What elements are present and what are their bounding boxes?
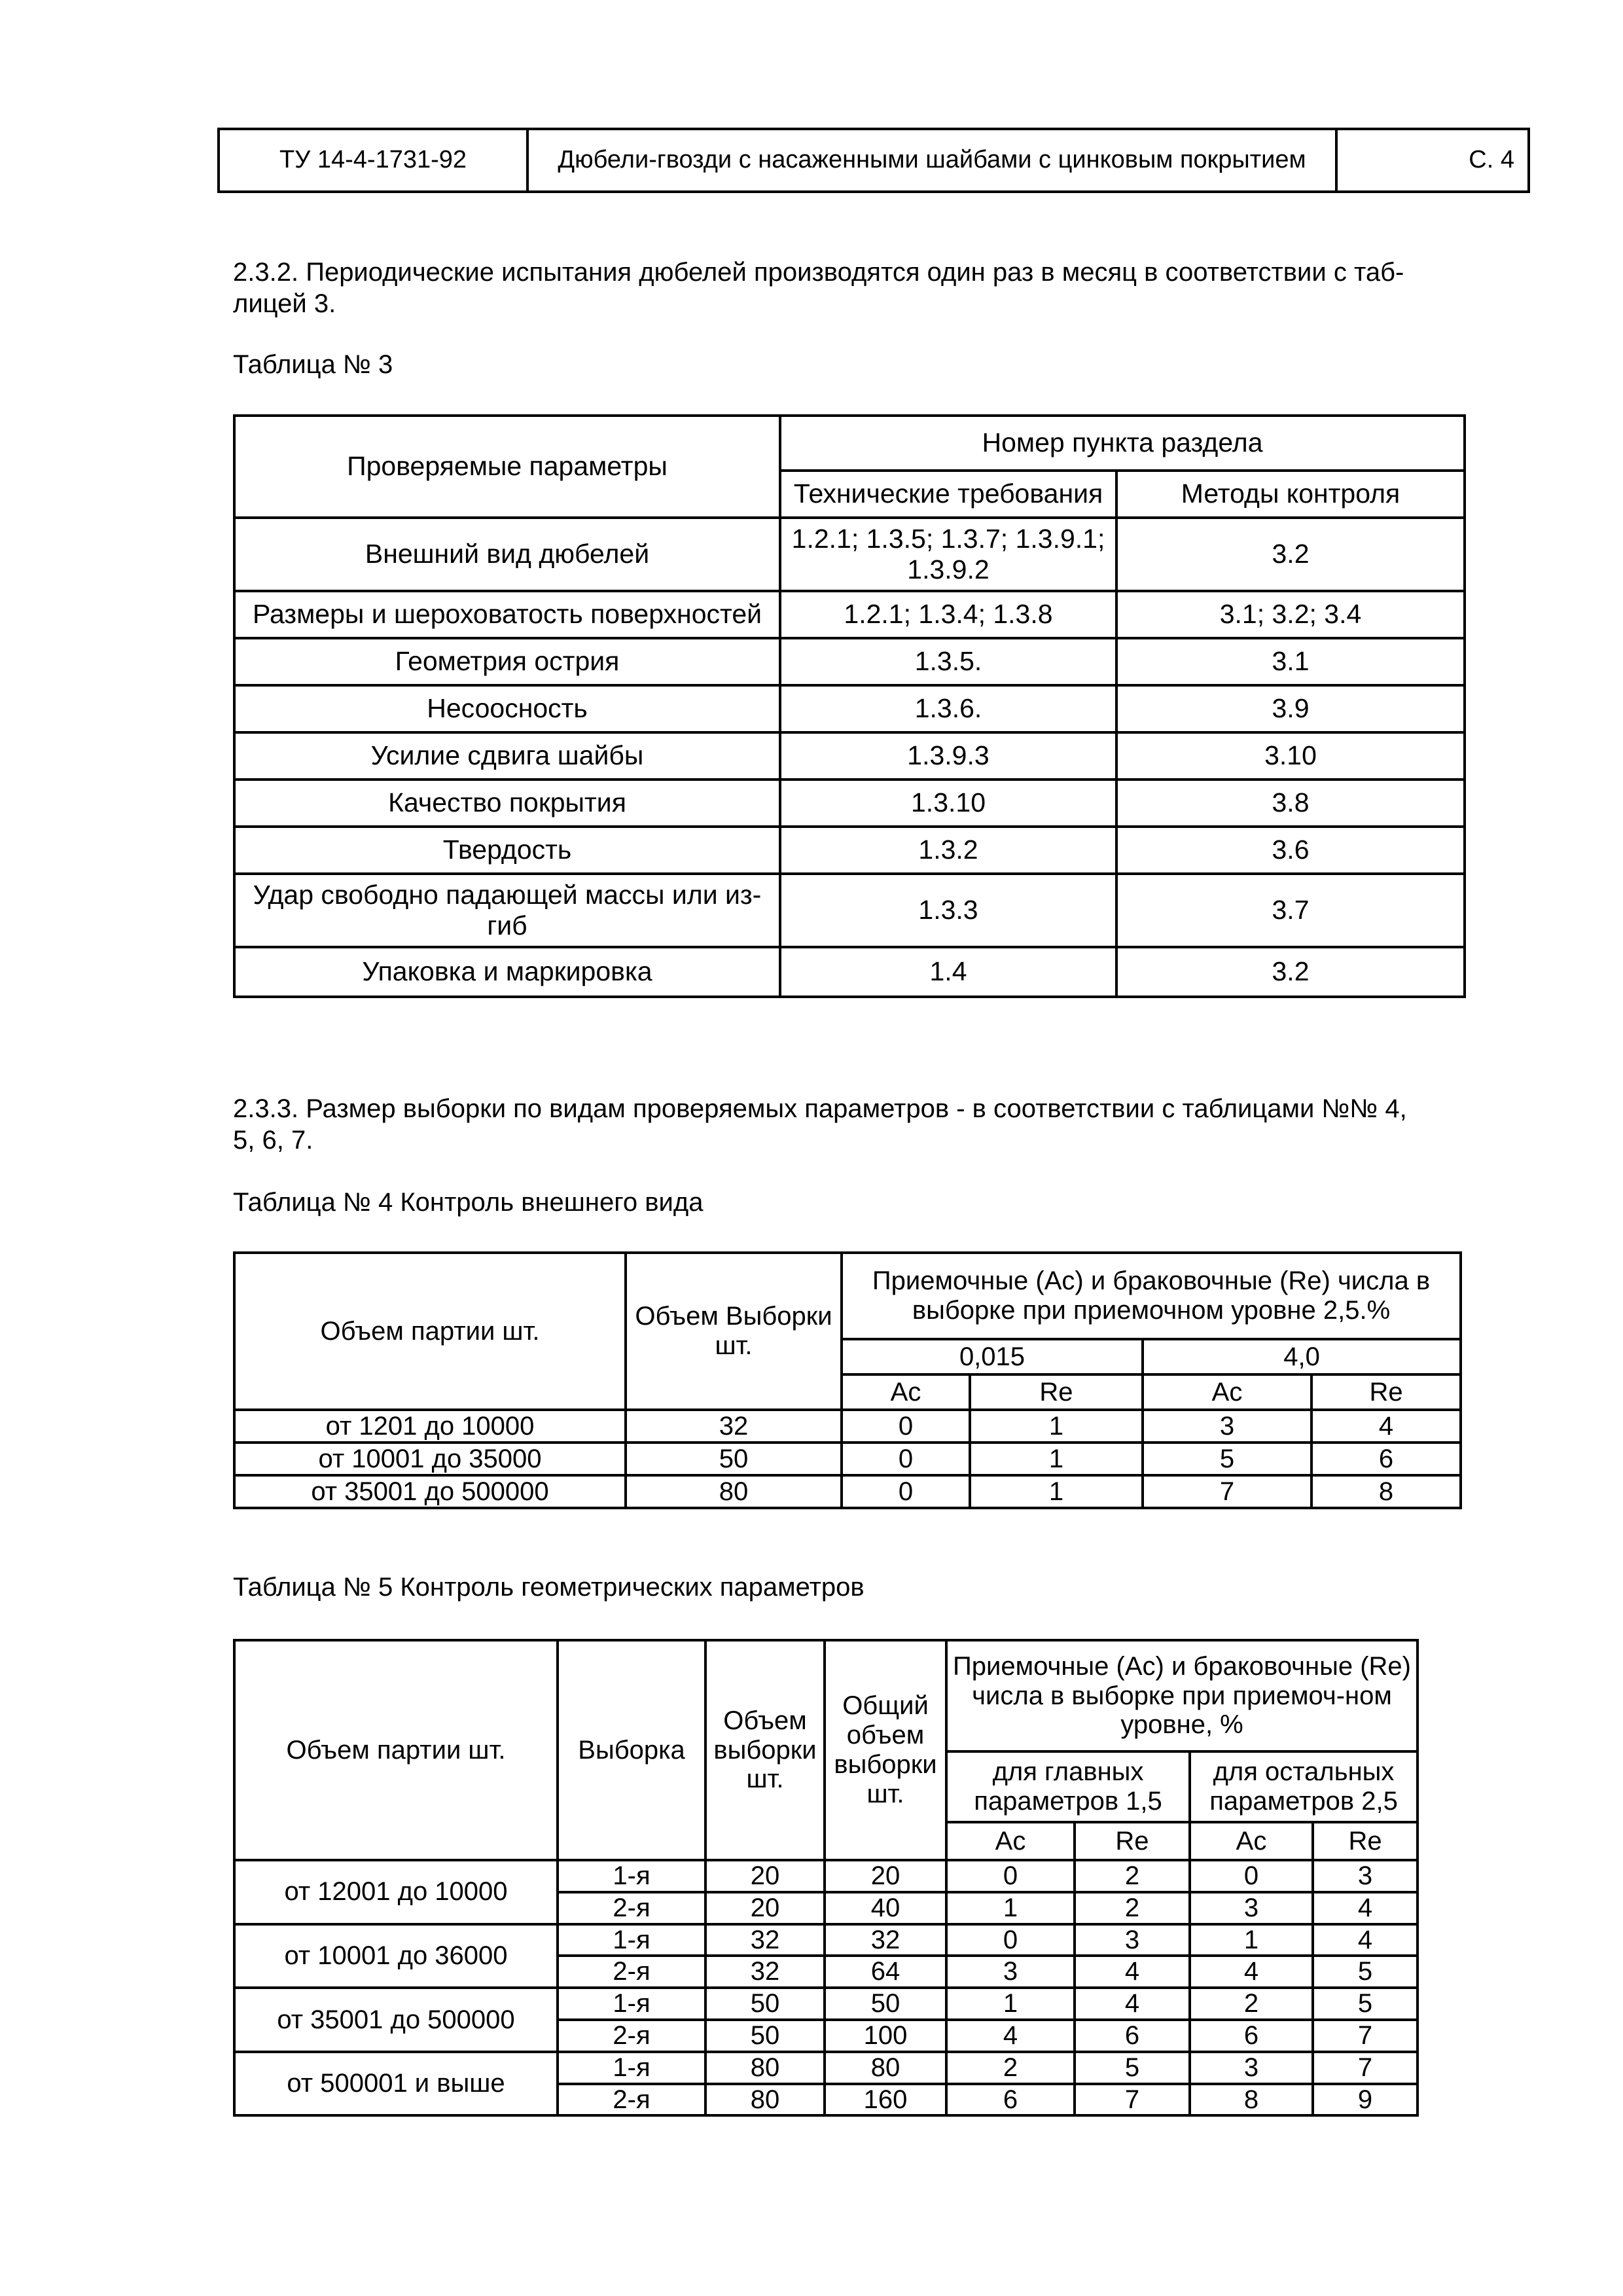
t3-header-group: Номер пункта раздела: [780, 416, 1465, 471]
doc-code: ТУ 14-4-1731-92: [219, 129, 527, 192]
table-row: Внешний вид дюбелей 1.2.1; 1.3.5; 1.3.7; 1.3.9.1; 1.3.9.2 3.2: [234, 518, 1465, 591]
table-row: от 35001 до 500000 80 0 1 7 8: [234, 1475, 1461, 1508]
table-row: 2-я 20 40 1 2 3 4: [234, 1892, 1418, 1924]
table4-caption: Таблица № 4 Контроль внешнего вида: [233, 1188, 704, 1217]
t3-header-params: Проверяемые параметры: [234, 416, 780, 518]
table-row: 2-я 50 100 4 6 6 7: [234, 2020, 1418, 2052]
t5-header-lot: Объем партии шт.: [234, 1640, 558, 1860]
t4-level-2: 4,0: [1143, 1339, 1461, 1374]
table5-caption: Таблица № 5 Контроль геометрических параметров: [233, 1573, 865, 1602]
table-row: от 10001 до 35000 50 0 1 5 6: [234, 1443, 1461, 1475]
table-row: от 500001 и выше 1-я 80 80 2 5 3 7: [234, 2052, 1418, 2084]
table-row: Усилие сдвига шайбы 1.3.9.3 3.10: [234, 732, 1465, 780]
table-row: от 12001 до 10000 1-я 20 20 0 2 0 3: [234, 1860, 1418, 1892]
page-number: С. 4: [1336, 129, 1529, 192]
table-row: Упаковка и маркировка 1.4 3.2: [234, 947, 1465, 997]
t3-header-methods: Методы контроля: [1116, 471, 1465, 518]
table-row: от 35001 до 500000 1-я 50 50 1 4 2 5: [234, 1988, 1418, 2020]
t5-main-params: для главных параметров 1,5: [946, 1751, 1190, 1822]
table-row: Удар свободно падающей массы или из-гиб 1.3.3 3.7: [234, 874, 1465, 947]
table-row: 2-я 80 160 6 7 8 9: [234, 2084, 1418, 2116]
table-row: Качество покрытия 1.3.10 3.8: [234, 780, 1465, 827]
doc-title: Дюбели-гвозди с насаженными шайбами с цинковым покрытием: [527, 129, 1336, 192]
table3-caption: Таблица № 3: [233, 350, 393, 379]
table-row: от 1201 до 10000 32 0 1 3 4: [234, 1410, 1461, 1443]
table-row: Твердость 1.3.2 3.6: [234, 827, 1465, 874]
t3-header-tech: Технические требования: [780, 471, 1116, 518]
paragraph-2-3-2: 2.3.2. Периодические испытания дюбелей производятся один раз в месяц в соответствии с таб- лицей 3.: [233, 258, 1404, 318]
t5-header-total: Общий объем выборки шт.: [825, 1640, 946, 1860]
table-row: Несоосность 1.3.6. 3.9: [234, 685, 1465, 732]
t4-header-lot: Объем партии шт.: [234, 1253, 626, 1410]
t5-header-group: Приемочные (Ас) и браковочные (Re) числа в выборке при приемоч-ном уровне, %: [946, 1640, 1418, 1751]
t4-level-1: 0,015: [842, 1339, 1143, 1374]
t5-header-sample-size: Объем выборки шт.: [705, 1640, 825, 1860]
t5-header-sampling: Выборка: [558, 1640, 705, 1860]
t4-header-group: Приемочные (Ас) и браковочные (Re) числа в выборке при приемочном уровне 2,5.%: [842, 1253, 1461, 1339]
table-3: [233, 414, 1466, 998]
table-row: Размеры и шероховатость поверхностей 1.2.1; 1.3.4; 1.3.8 3.1; 3.2; 3.4: [234, 591, 1465, 638]
table-row: от 10001 до 36000 1-я 32 32 0 3 1 4: [234, 1924, 1418, 1956]
t5-other-params: для остальных параметров 2,5: [1190, 1751, 1418, 1822]
t4-header-sample: Объем Выборки шт.: [626, 1253, 842, 1410]
table-5: Объем партии шт. Выборка Объем выборки шт. Общий объем выборки шт. Приемочные (Ас) и браковочные (Re) числа в выборке при приемоч-ном уровне, % для главных параметров 1,5 для остальных параметров 2,5 Ас Re Ас Re от 12001 до 10000 1-я 20 20 0 2 0 3 2-я 20 40 1 2 3 4 от 10001 до 36000 1-я 32 32 0 3 1 4 2-я 32 64 3 4 4 5 от 35001 до 500000 1-я 50 50 1 4 2 5 2-я 50 100 4 6 6 7 от 500001 и выше 1-я 80 80 2 5 3 7 2-я 80 160 6 7 8 9: [233, 1639, 1419, 2117]
table-row: Геометрия острия 1.3.5. 3.1: [234, 638, 1465, 685]
table-4: Объем партии шт. Объем Выборки шт. Приемочные (Ас) и браковочные (Re) числа в выборке при приемочном уровне 2,5.% 0,015 4,0 Ас Re Ас Re от 1201 до 10000 32 0 1 3 4 от 10001 до 35000 50 0 1 5 6 от 35001 до 500000 80 0 1 7 8: [233, 1251, 1462, 1509]
document-header: [217, 128, 1530, 193]
table-row: 2-я 32 64 3 4 4 5: [234, 1956, 1418, 1988]
paragraph-2-3-3: 2.3.3. Размер выборки по видам проверяемых параметров - в соответствии с таблицами №№ 4, 5, 6, 7.: [233, 1094, 1407, 1155]
